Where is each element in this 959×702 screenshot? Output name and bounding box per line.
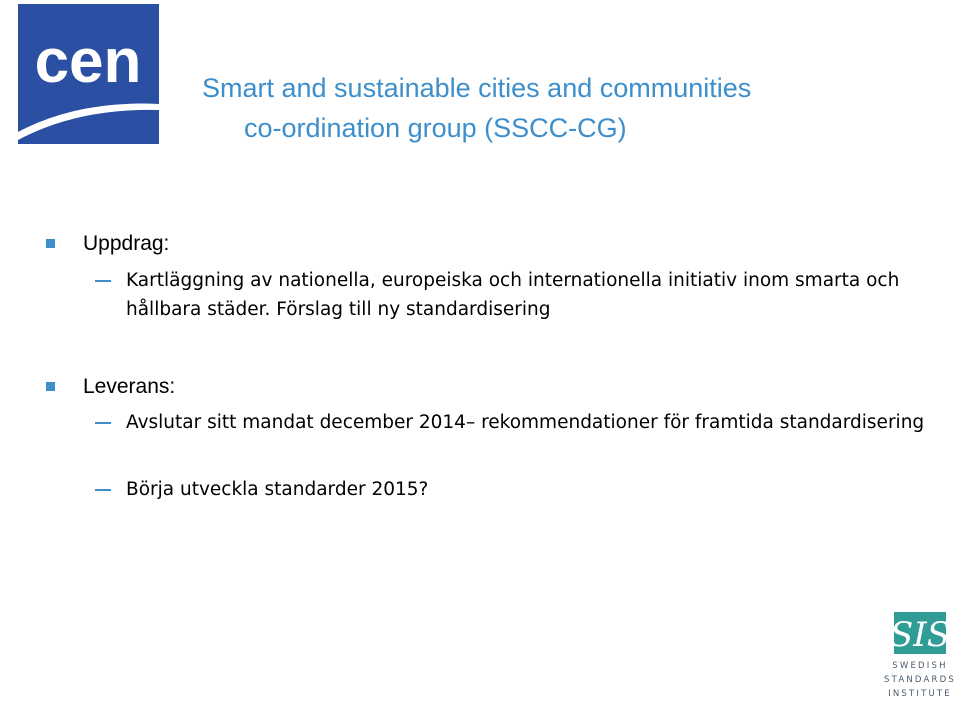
dash-bullet-icon (95, 489, 111, 491)
sub-bullet-text: Kartläggning av nationella, europeiska och internationella initiativ inom smarta och hållbara städer. Förslag till ny standardisering (126, 270, 900, 320)
title-line-2: co-ordination group (SSCC-CG) (244, 113, 627, 143)
sis-logo (883, 612, 957, 700)
slide-title (202, 68, 942, 148)
sis-word-2: STANDARDS (884, 675, 956, 685)
bullet-heading: Leverans: (83, 375, 176, 398)
cen-logo-text: cen (34, 27, 142, 96)
square-bullet-icon (46, 382, 55, 391)
title-line-1: Smart and sustainable cities and communities (202, 73, 752, 103)
sis-word-3: INSTITUTE (888, 689, 952, 699)
cen-logo (18, 4, 159, 144)
bullet-heading: Uppdrag: (83, 232, 170, 255)
sub-bullet-text: Avslutar sitt mandat december 2014– rekommendationer för framtida standardisering (126, 412, 925, 433)
sub-bullet-text: Börja utveckla standarder 2015? (126, 479, 429, 500)
svg-text:SIS: SIS (889, 615, 951, 655)
dash-bullet-icon (95, 422, 111, 424)
sis-word-1: SWEDISH (892, 661, 948, 671)
dash-bullet-icon (95, 280, 111, 282)
square-bullet-icon (46, 239, 55, 248)
